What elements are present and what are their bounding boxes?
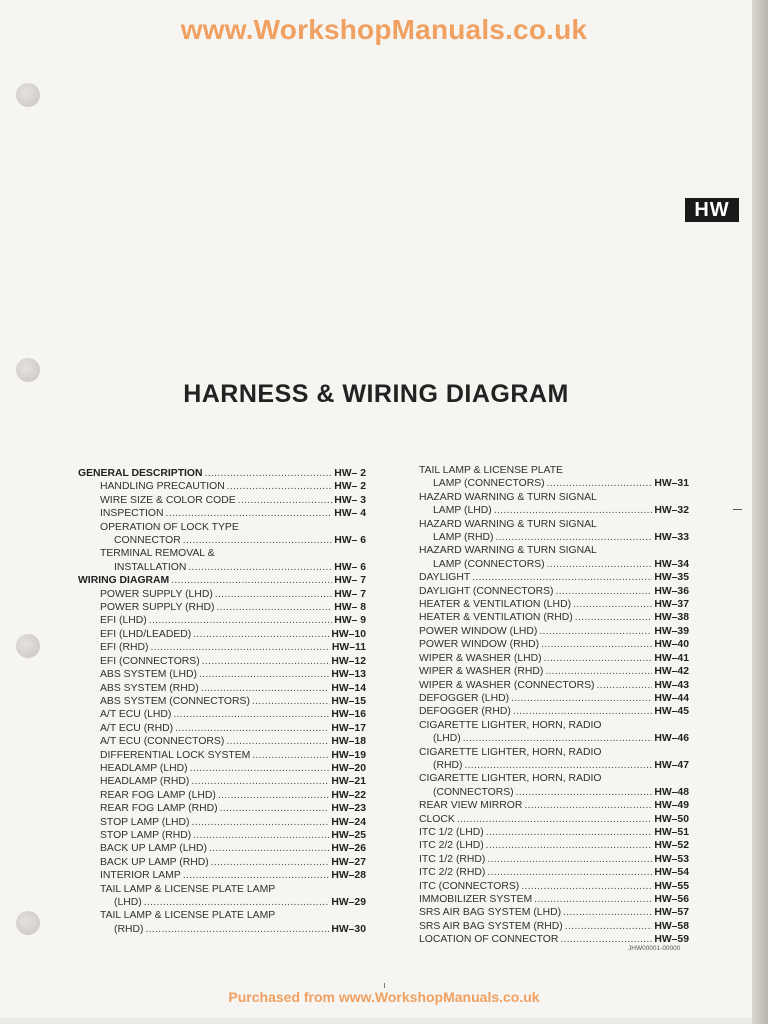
toc-entry-title: POWER WINDOW (LHD)	[419, 625, 538, 637]
dot-leader	[513, 705, 653, 718]
toc-entry[interactable]	[78, 480, 366, 493]
toc-entry[interactable]	[419, 611, 689, 624]
toc-entry[interactable]	[419, 746, 689, 773]
toc-entry-title: EFI (CONNECTORS)	[100, 655, 200, 667]
toc-entry[interactable]	[78, 628, 366, 641]
dot-leader	[539, 625, 652, 638]
toc-entry-page: HW–33	[654, 532, 689, 544]
toc-right-column	[419, 464, 689, 947]
toc-entry-page: HW–20	[331, 762, 366, 774]
toc-entry[interactable]	[78, 708, 366, 721]
toc-entry-title: REAR VIEW MIRROR	[419, 800, 523, 812]
toc-entry-page: HW–13	[331, 669, 366, 681]
toc-entry-title: ITC 1/2 (LHD)	[419, 826, 484, 838]
toc-entry[interactable]	[419, 893, 689, 906]
toc-entry[interactable]	[78, 641, 366, 654]
toc-entry-title: LAMP (CONNECTORS)	[433, 478, 545, 490]
toc-entry[interactable]	[419, 692, 689, 705]
dot-leader	[463, 732, 653, 745]
toc-entry-title: ABS SYSTEM (CONNECTORS)	[100, 695, 250, 707]
toc-entry-title: ITC 2/2 (LHD)	[419, 840, 484, 852]
toc-entry-title-line: HAZARD WARNING & TURN SIGNAL	[419, 518, 597, 530]
binder-hole	[16, 911, 40, 935]
toc-entry-title: WIPER & WASHER (RHD)	[419, 666, 544, 678]
toc-entry-page: HW–51	[654, 826, 689, 838]
binder-hole	[16, 634, 40, 658]
toc-entry-title: DEFOGGER (LHD)	[419, 692, 510, 704]
toc-entry-page: HW–55	[654, 880, 689, 892]
dot-leader	[145, 923, 329, 936]
binder-hole	[16, 83, 40, 107]
toc-entry[interactable]	[78, 507, 366, 520]
dot-leader	[544, 652, 653, 665]
toc-entry-page: HW–17	[331, 722, 366, 734]
toc-entry-page: HW– 6	[334, 535, 366, 547]
toc-entry-page: HW–11	[331, 642, 366, 654]
toc-entry-page: HW–57	[654, 907, 689, 919]
toc-entry[interactable]	[419, 598, 689, 611]
toc-entry-title: DEFOGGER (RHD)	[419, 706, 511, 718]
toc-entry-page: HW–10	[331, 628, 366, 640]
toc-entry-page: HW–16	[331, 709, 366, 721]
toc-entry-title-line: TAIL LAMP & LICENSE PLATE LAMP	[100, 910, 276, 922]
toc-entry-page: HW–30	[331, 923, 366, 935]
toc-entry[interactable]	[419, 491, 689, 518]
toc-entry-page: HW–28	[331, 870, 366, 882]
toc-entry-title: DAYLIGHT (CONNECTORS)	[419, 585, 554, 597]
toc-entry[interactable]	[78, 762, 366, 775]
binder-hole	[16, 358, 40, 382]
toc-entry-title: DIFFERENTIAL LOCK SYSTEM	[100, 749, 251, 761]
dot-leader	[563, 906, 652, 919]
toc-entry-page: HW– 7	[334, 575, 366, 587]
dot-leader	[494, 504, 653, 517]
toc-entry-page: HW–52	[654, 840, 689, 852]
toc-entry-title-line: CIGARETTE LIGHTER, HORN, RADIO	[419, 746, 602, 758]
toc-entry-page: HW–31	[654, 478, 689, 490]
toc-entry-title: (LHD)	[114, 897, 142, 908]
toc-entry[interactable]	[78, 588, 366, 601]
toc-entry[interactable]	[78, 856, 366, 869]
toc-entry[interactable]	[78, 909, 366, 936]
dot-leader	[487, 853, 652, 866]
toc-entry-page: HW–47	[654, 759, 689, 771]
toc-entry[interactable]	[419, 464, 689, 491]
toc-entry-title: POWER SUPPLY (LHD)	[100, 588, 213, 600]
toc-entry-page: HW–14	[331, 682, 366, 694]
toc-entry-title: SRS AIR BAG SYSTEM (RHD)	[419, 920, 563, 932]
toc-entry-page: HW–38	[654, 612, 689, 624]
dot-leader	[486, 839, 653, 852]
dot-leader	[217, 601, 333, 614]
toc-entry-title: IMMOBILIZER SYSTEM	[419, 894, 533, 905]
dot-leader	[192, 816, 330, 829]
toc-entry[interactable]	[419, 585, 689, 598]
toc-entry-page: HW– 7	[334, 588, 366, 600]
toc-entry[interactable]	[78, 668, 366, 681]
toc-entry-page: HW– 2	[334, 468, 366, 479]
toc-entry-title: INSTALLATION	[114, 561, 187, 573]
toc-entry-title-line: TERMINAL REMOVAL &	[100, 548, 215, 560]
toc-entry[interactable]	[78, 695, 366, 708]
toc-entry-title: DAYLIGHT	[419, 572, 471, 584]
dot-leader	[534, 893, 652, 906]
dot-leader	[191, 775, 329, 788]
dot-leader	[199, 668, 329, 681]
toc-entry-title: WIRE SIZE & COLOR CODE	[100, 494, 236, 506]
dot-leader	[220, 802, 330, 815]
toc-entry-title: A/T ECU (LHD)	[100, 709, 172, 721]
toc-entry-title: ITC 1/2 (RHD)	[419, 853, 486, 865]
dot-leader	[472, 571, 652, 584]
toc-entry[interactable]	[419, 719, 689, 746]
dot-leader	[183, 869, 330, 882]
toc-entry-title-line: TAIL LAMP & LICENSE PLATE	[419, 465, 563, 476]
toc-entry[interactable]	[419, 880, 689, 893]
toc-entry-page: HW–58	[654, 920, 689, 932]
toc-entry-page: HW–19	[331, 749, 366, 761]
toc-entry-title-line: OPERATION OF LOCK TYPE	[100, 521, 239, 533]
dot-leader	[252, 695, 329, 708]
toc-entry-page: HW–26	[331, 843, 366, 855]
dot-leader	[464, 759, 652, 772]
toc-entry-title: A/T ECU (CONNECTORS)	[100, 736, 225, 748]
dot-leader	[524, 799, 652, 812]
toc-entry-title: LAMP (LHD)	[433, 505, 492, 517]
toc-entry[interactable]	[78, 883, 366, 910]
toc-entry-page: HW–29	[331, 897, 366, 908]
dot-leader	[226, 735, 329, 748]
dot-leader	[575, 611, 653, 624]
toc-entry[interactable]	[78, 682, 366, 695]
dot-leader	[486, 826, 653, 839]
watermark-top[interactable]: www.WorkshopManuals.co.uk	[180, 14, 588, 45]
toc-entry[interactable]	[78, 547, 366, 574]
toc-entry-title: HEADLAMP (RHD)	[100, 776, 190, 788]
toc-entry-title: WIPER & WASHER (CONNECTORS)	[419, 679, 595, 691]
toc-entry-page: HW–36	[654, 585, 689, 597]
watermark-bottom[interactable]: Purchased from www.WorkshopManuals.co.uk	[228, 989, 540, 1005]
toc-entry-title: LAMP (RHD)	[433, 532, 494, 544]
toc-entry-title: INSPECTION	[100, 508, 164, 520]
toc-entry[interactable]	[419, 518, 689, 545]
toc-entry-title-line: TAIL LAMP & LICENSE PLATE LAMP	[100, 883, 276, 895]
dot-leader	[547, 477, 653, 490]
dot-leader	[190, 762, 330, 775]
toc-entry-page: HW–23	[331, 803, 366, 815]
toc-entry-title: INTERIOR LAMP	[100, 870, 181, 882]
dot-leader	[597, 679, 653, 692]
toc-entry[interactable]	[78, 574, 366, 587]
toc-entry-page: HW– 6	[334, 561, 366, 573]
toc-entry-title: POWER WINDOW (RHD)	[419, 639, 540, 651]
toc-entry-page: HW– 8	[334, 602, 366, 614]
toc-entry[interactable]	[419, 853, 689, 866]
dot-leader	[173, 708, 329, 721]
toc-entry[interactable]	[78, 601, 366, 614]
toc-entry-title: (LHD)	[433, 733, 461, 745]
page-tick-mark	[384, 983, 385, 988]
toc-entry-page: HW–49	[654, 800, 689, 812]
toc-entry-page: HW–39	[654, 625, 689, 637]
dot-leader	[193, 829, 329, 842]
toc-entry-page: HW–43	[654, 679, 689, 691]
toc-entry[interactable]	[78, 521, 366, 548]
toc-entry[interactable]	[419, 826, 689, 839]
toc-entry-title: (RHD)	[114, 923, 144, 935]
toc-entry-page: HW–54	[654, 867, 689, 879]
toc-entry-page: HW–42	[654, 666, 689, 678]
toc-entry-title: WIRING DIAGRAM	[78, 575, 170, 587]
dot-leader	[516, 786, 653, 799]
toc-entry-page: HW– 3	[334, 494, 366, 506]
toc-entry-title: EFI (LHD)	[100, 615, 147, 627]
toc-entry[interactable]	[78, 749, 366, 762]
toc-entry-title-line: HAZARD WARNING & TURN SIGNAL	[419, 491, 597, 503]
toc-entry-page: HW–59	[654, 934, 689, 946]
toc-entry-page: HW–21	[331, 776, 366, 788]
toc-entry-title: LOCATION OF CONNECTOR	[419, 934, 559, 946]
dot-leader	[211, 856, 330, 869]
toc-entry-page: HW–15	[331, 695, 366, 707]
toc-entry-title: SRS AIR BAG SYSTEM (LHD)	[419, 907, 562, 919]
toc-entry-title-line: HAZARD WARNING & TURN SIGNAL	[419, 545, 597, 557]
toc-entry-page: HW– 9	[334, 615, 366, 627]
toc-entry-title: BACK UP LAMP (RHD)	[100, 856, 209, 868]
toc-entry[interactable]	[419, 625, 689, 638]
toc-entry-title: HEATER & VENTILATION (RHD)	[419, 612, 573, 624]
toc-entry-title: EFI (RHD)	[100, 642, 149, 654]
dot-leader	[457, 813, 653, 826]
toc-entry-page: HW–27	[331, 856, 366, 868]
toc-entry[interactable]	[78, 842, 366, 855]
toc-entry-title: A/T ECU (RHD)	[100, 722, 174, 734]
dot-leader	[175, 722, 329, 735]
toc-entry[interactable]	[419, 665, 689, 678]
toc-entry-page: HW–32	[654, 505, 689, 517]
dot-leader	[573, 598, 652, 611]
toc-entry-title: HANDLING PRECAUTION	[100, 481, 225, 493]
toc-entry-title: ABS SYSTEM (LHD)	[100, 669, 197, 681]
toc-entry-page: HW–24	[331, 816, 366, 828]
toc-entry[interactable]	[78, 494, 366, 507]
dot-leader	[202, 655, 330, 668]
toc-entry[interactable]	[78, 869, 366, 882]
dot-leader	[545, 665, 652, 678]
toc-entry-title-line: CIGARETTE LIGHTER, HORN, RADIO	[419, 773, 602, 785]
toc-entry[interactable]	[78, 816, 366, 829]
toc-entry-title: STOP LAMP (RHD)	[100, 829, 192, 841]
dot-leader	[227, 480, 333, 493]
toc-entry-title-line: CIGARETTE LIGHTER, HORN, RADIO	[419, 719, 602, 731]
dot-leader	[547, 558, 653, 571]
toc-entry[interactable]	[419, 652, 689, 665]
edge-mark	[733, 509, 742, 510]
toc-entry-page: HW–37	[654, 599, 689, 611]
toc-entry[interactable]	[78, 802, 366, 815]
toc-entry-page: HW–46	[654, 733, 689, 745]
toc-entry-page: HW–35	[654, 572, 689, 584]
toc-entry-title: CLOCK	[419, 813, 455, 825]
toc-entry-title: (RHD)	[433, 759, 463, 771]
toc-entry[interactable]	[78, 735, 366, 748]
toc-entry-title: (CONNECTORS)	[433, 786, 514, 798]
toc-entry-title: CONNECTOR	[114, 535, 181, 547]
toc-entry[interactable]	[78, 467, 366, 480]
dot-leader	[511, 692, 652, 705]
section-tab: HW	[685, 198, 739, 222]
toc-entry[interactable]	[78, 722, 366, 735]
toc-entry-title: HEADLAMP (LHD)	[100, 762, 188, 774]
dot-leader	[487, 866, 652, 879]
dot-leader	[215, 588, 332, 601]
toc-entry-title: HEATER & VENTILATION (LHD)	[419, 599, 572, 611]
toc-entry[interactable]	[78, 655, 366, 668]
dot-leader	[238, 494, 333, 507]
dot-leader	[150, 641, 329, 654]
toc-entry[interactable]	[78, 614, 366, 627]
dot-leader	[541, 638, 652, 651]
dot-leader	[205, 467, 333, 480]
toc-entry-title: LAMP (CONNECTORS)	[433, 558, 545, 570]
dot-leader	[556, 585, 653, 598]
dot-leader	[144, 896, 330, 909]
toc-entry[interactable]	[78, 789, 366, 802]
toc-entry-page: HW–44	[654, 692, 689, 704]
toc-entry-page: HW–34	[654, 558, 689, 570]
dot-leader	[495, 531, 652, 544]
toc-entry[interactable]	[78, 775, 366, 788]
toc-entry-page: HW–53	[654, 853, 689, 865]
toc-entry-page: HW–50	[654, 813, 689, 825]
toc-entry-title: BACK UP LAMP (LHD)	[100, 843, 208, 855]
dot-leader	[183, 534, 332, 547]
toc-entry-title: GENERAL DESCRIPTION	[78, 468, 203, 479]
toc-entry-page: HW–22	[331, 789, 366, 801]
toc-entry[interactable]	[419, 866, 689, 879]
page-title: HARNESS & WIRING DIAGRAM	[183, 380, 569, 408]
toc-entry-title: ITC 2/2 (RHD)	[419, 867, 486, 879]
dot-leader	[209, 842, 329, 855]
toc-entry-page: HW–56	[654, 894, 689, 905]
toc-entry[interactable]	[419, 839, 689, 852]
toc-entry[interactable]	[419, 571, 689, 584]
toc-entry-title: WIPER & WASHER (LHD)	[419, 652, 542, 664]
toc-entry-title: STOP LAMP (LHD)	[100, 816, 190, 828]
dot-leader	[252, 749, 329, 762]
toc-entry-title: ITC (CONNECTORS)	[419, 880, 520, 892]
toc-entry[interactable]	[419, 920, 689, 933]
toc-entry[interactable]	[419, 813, 689, 826]
toc-entry-page: HW–45	[654, 706, 689, 718]
dot-leader	[201, 682, 330, 695]
dot-leader	[193, 628, 329, 641]
toc-entry[interactable]	[419, 544, 689, 571]
toc-entry-title: ABS SYSTEM (RHD)	[100, 682, 199, 694]
dot-leader	[521, 880, 652, 893]
toc-entry-page: HW–48	[654, 786, 689, 798]
toc-entry-page: HW–41	[654, 652, 689, 664]
toc-entry[interactable]	[419, 705, 689, 718]
toc-entry-title: REAR FOG LAMP (RHD)	[100, 803, 218, 815]
toc-entry-page: HW–25	[331, 829, 366, 841]
toc-entry-title: POWER SUPPLY (RHD)	[100, 602, 215, 614]
page-edge-shadow	[752, 0, 768, 1024]
toc-entry-page: HW–12	[331, 655, 366, 667]
dot-leader	[565, 920, 653, 933]
toc-entry-page: HW– 4	[334, 508, 366, 520]
toc-left-column	[78, 467, 366, 936]
toc-entry[interactable]	[419, 679, 689, 692]
dot-leader	[218, 789, 329, 802]
dot-leader	[171, 574, 332, 587]
toc-entry-title: REAR FOG LAMP (LHD)	[100, 789, 216, 801]
toc-entry[interactable]	[419, 799, 689, 812]
toc-entry-page: HW– 2	[334, 481, 366, 493]
document-code: JHW00001-00000	[628, 945, 681, 952]
toc-entry-title: EFI (LHD/LEADED)	[100, 628, 192, 640]
toc-entry[interactable]	[78, 829, 366, 842]
toc-entry[interactable]	[419, 638, 689, 651]
toc-entry-page: HW–40	[654, 639, 689, 651]
toc-entry[interactable]	[419, 772, 689, 799]
dot-leader	[149, 614, 332, 627]
dot-leader	[188, 561, 332, 574]
toc-entry[interactable]	[419, 906, 689, 919]
toc-entry-page: HW–18	[331, 736, 366, 748]
dot-leader	[166, 507, 333, 520]
